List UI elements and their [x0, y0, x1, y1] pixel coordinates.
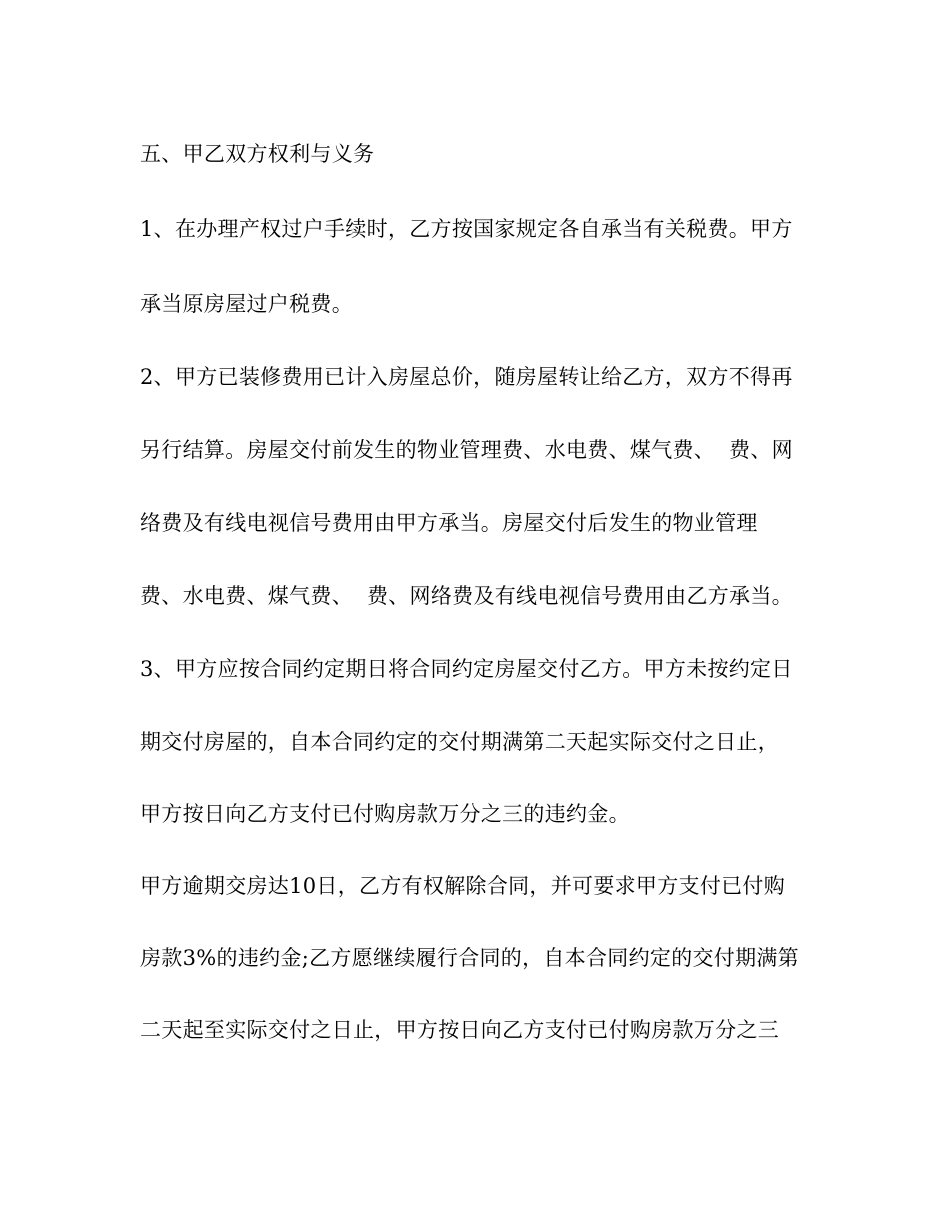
paragraph-line: 期交付房屋的，自本合同约定的交付期满第二天起实际交付之日止， [140, 730, 779, 754]
paragraph-line: 3、甲方应按合同约定期日将合同约定房屋交付乙方。甲方未按约定日 [140, 657, 793, 681]
paragraph-line: 络费及有线电视信号费用由甲方承当。房屋交付后发生的物业管理 [140, 511, 758, 535]
paragraph-line: 甲方逾期交房达10日，乙方有权解除合同，并可要求甲方支付已付购 [140, 874, 786, 898]
paragraph-line: 1、在办理产权过户手续时，乙方按国家规定各自承当有关税费。甲方 [140, 217, 793, 241]
paragraph-line: 承当原房屋过户税费。 [140, 292, 353, 316]
section-heading: 五、甲乙双方权利与义务 [140, 142, 375, 166]
paragraph-line: 2、甲方已装修费用已计入房屋总价，随房屋转让给乙方，双方不得再 [140, 365, 793, 389]
paragraph-line: 二天起至实际交付之日止，甲方按日向乙方支付已付购房款万分之三 [140, 1018, 779, 1042]
paragraph-line: 费、水电费、煤气费、 费、网络费及有线电视信号费用由乙方承当。 [140, 584, 793, 608]
paragraph-line: 另行结算。房屋交付前发生的物业管理费、水电费、煤气费、 费、网 [140, 438, 793, 462]
paragraph-line: 房款3%的违约金;乙方愿继续履行合同的，自本合同约定的交付期满第 [140, 946, 799, 970]
paragraph-line: 甲方按日向乙方支付已付购房款万分之三的违约金。 [140, 802, 630, 826]
